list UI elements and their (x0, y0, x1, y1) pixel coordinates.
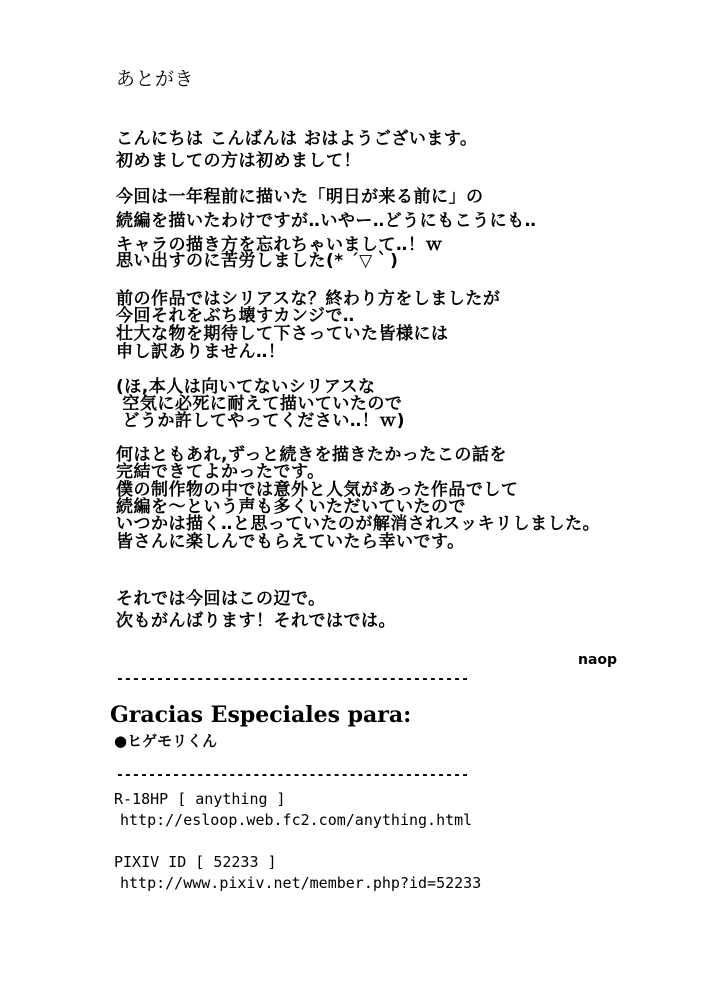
afterword-line: いつかは描く‥と思っていたのが解消されスッキリしました。 (116, 514, 601, 534)
afterword-title: あとがき (116, 68, 195, 90)
afterword-line: 申し訳ありません‥！ (116, 342, 286, 362)
afterword-line: それでは今回はこの辺で。 (116, 589, 326, 609)
pixiv-label: PIXIV ID [ 52233 ] (114, 853, 277, 871)
pixiv-url-link[interactable]: http://www.pixiv.net/member.php?id=52233 (120, 874, 482, 892)
afterword-line: 続編を描いたわけですが‥いやー‥どうにもこうにも‥ (116, 211, 537, 231)
divider: -------------------------------------------- (116, 768, 470, 783)
afterword-line: 僕の制作物の中では意外と人気があった作品でして (116, 480, 519, 500)
r18-url-link[interactable]: http://esloop.web.fc2.com/anything.html (120, 811, 473, 829)
afterword-line: 今回は一年程前に描いた「明日が来る前に」の (116, 187, 484, 207)
afterword-line: 初めましての方は初めまして！ (116, 151, 361, 171)
afterword-line: 思い出すのに苦労しました(* ´▽｀) (116, 251, 399, 271)
afterword-line: 次もがんばります！それではでは。 (116, 611, 396, 631)
afterword-line: 続編を～という声も多くいただいていたので (116, 497, 466, 517)
divider: -------------------------------------------- (116, 672, 470, 687)
afterword-line: 壮大な物を期待して下さっていた皆様には (116, 324, 449, 344)
afterword-line: こんにちは こんばんは おはようございます。 (116, 129, 478, 149)
afterword-line: 今回それをぶち壊すカンジで‥ (116, 306, 355, 326)
author-signature: naop (578, 652, 618, 668)
afterword-line: どうか許してやってください‥！ｗ) (116, 411, 406, 431)
afterword-line: キャラの描き方を忘れちゃいまして‥！ｗ (116, 235, 443, 255)
thanks-heading: Gracias Especiales para: (110, 702, 412, 728)
afterword-line: (ほ,本人は向いてないシリアスな (116, 377, 376, 397)
afterword-line: 完結できてよかったです。 (116, 462, 325, 482)
afterword-line: 空気に必死に耐えて描いていたので (116, 394, 403, 414)
afterword-line: 何はともあれ,ずっと続きを描きたかったこの話を (116, 445, 507, 465)
afterword-line: 前の作品ではシリアスな？終わり方をしましたが (116, 289, 501, 309)
r18-label: R-18HP [ anything ] (114, 790, 286, 808)
afterword-line: 皆さんに楽しんでもらえていたら幸いです。 (116, 532, 465, 552)
thanks-name: ●ヒゲモリくん (114, 732, 218, 750)
